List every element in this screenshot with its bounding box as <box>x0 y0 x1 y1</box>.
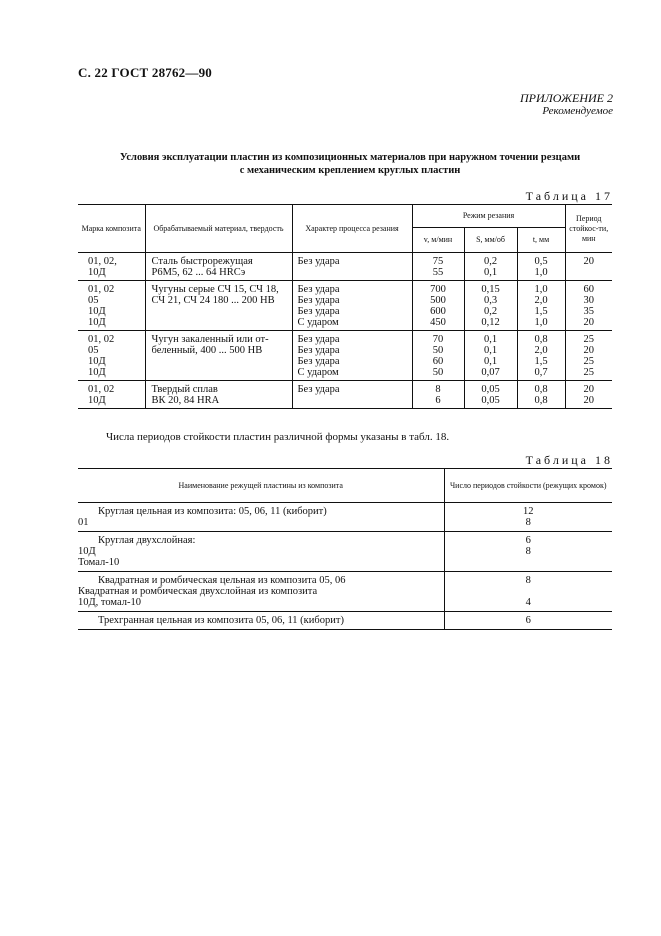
speed-cell <box>412 381 464 409</box>
grade-cell-line: 01, 02, <box>88 256 117 267</box>
process-cell-line: Без удара <box>297 334 340 345</box>
speed-cell <box>412 331 464 381</box>
feed-cell-line: 0,2 <box>483 306 498 317</box>
depth-cell-line: 1,5 <box>534 356 548 367</box>
material-cell <box>145 253 292 281</box>
table-17-label: Таблица 17 <box>525 189 613 203</box>
material-cell-line: ВК 20, 84 HRA <box>151 395 220 406</box>
grade-cell-line: 05 <box>88 295 99 306</box>
grade-cell-line: 01, 02 <box>88 284 115 295</box>
material-cell-line: Чугун закаленный или от- <box>151 334 269 345</box>
depth-cell-line: 0,5 <box>534 256 548 267</box>
speed-cell-line: 70 <box>432 334 444 345</box>
feed-cell-line: 0,1 <box>483 267 498 278</box>
speed-cell-line: 6 <box>435 395 441 406</box>
feed-cell-line: 0,2 <box>483 256 498 267</box>
feed-cell-line: 0,07 <box>481 367 500 378</box>
period-cell-line: 20 <box>583 345 594 356</box>
depth-cell-line: 0,8 <box>534 334 548 345</box>
feed-cell-line: 0,1 <box>483 356 498 367</box>
edge-count-cell <box>444 503 612 532</box>
section-title-line: с механическим креплением круглых пластин <box>239 165 461 176</box>
edge-count-cell-line: 6 <box>525 615 531 626</box>
depth-cell <box>517 331 565 381</box>
period-cell-line: 20 <box>583 317 594 328</box>
plate-name-cell-line: Квадратная и ромбическая цельная из композита 05, 06 <box>98 575 346 586</box>
depth-cell-line: 1,0 <box>534 284 548 295</box>
table-18-body <box>78 503 612 630</box>
process-cell-line: Без удара <box>297 295 340 306</box>
header-t: t, мм <box>517 228 565 253</box>
period-cell-line: 30 <box>583 295 594 306</box>
table-row <box>78 281 612 331</box>
process-cell-line: Без удара <box>297 306 340 317</box>
period-cell-line: 20 <box>583 395 594 406</box>
process-cell-line: Без удара <box>297 284 340 295</box>
material-cell <box>145 331 292 381</box>
speed-cell-line: 75 <box>432 256 444 267</box>
table-17 <box>78 204 612 409</box>
speed-cell-line: 500 <box>430 295 446 306</box>
process-cell-line: Без удара <box>297 384 340 395</box>
grade-cell-line: 10Д <box>88 395 106 406</box>
header-process: Характер процесса резания <box>292 205 412 253</box>
material-cell-line: СЧ 21, СЧ 24 180 ... 200 НВ <box>151 295 275 306</box>
edge-count-cell-line: 6 <box>525 535 531 546</box>
table-note: Числа периодов стойкости пластин различной формы указаны в табл. 18. <box>106 431 450 443</box>
grade-cell-line: 01, 02 <box>88 384 115 395</box>
speed-cell-line: 50 <box>432 367 444 378</box>
process-cell-line: Без удара <box>297 256 340 267</box>
edge-count-cell-line <box>445 586 613 597</box>
process-cell-line: Без удара <box>297 356 340 367</box>
edge-count-cell <box>444 612 612 630</box>
table-row <box>78 503 612 532</box>
plate-name-cell <box>78 532 444 572</box>
depth-cell <box>517 281 565 331</box>
section-title <box>80 151 620 177</box>
plate-name-cell-line: 10Д, томал-10 <box>78 597 141 608</box>
grade-cell-line: 10Д <box>88 317 106 328</box>
header-grade: Марка композита <box>78 205 145 253</box>
grade-cell <box>78 331 145 381</box>
material-cell-line: Сталь быстрорежущая <box>151 256 253 267</box>
depth-cell <box>517 381 565 409</box>
feed-cell-line: 0,1 <box>483 334 498 345</box>
plate-name-cell-line: 10Д <box>78 546 96 557</box>
feed-cell-line: 0,15 <box>481 284 500 295</box>
table-row <box>78 381 612 409</box>
speed-cell-line: 600 <box>430 306 446 317</box>
period-cell <box>565 253 612 281</box>
period-cell-line: 25 <box>583 334 594 345</box>
header-edge-count: Число периодов стойкости (режущих кромок) <box>444 469 612 503</box>
material-cell-line: беленный, 400 ... 500 НВ <box>151 345 263 356</box>
depth-cell-line: 2,0 <box>534 345 548 356</box>
depth-cell-line: 1,5 <box>534 306 548 317</box>
section-title-line: Условия эксплуатации пластин из композиционных материалов при наружном точении резцами <box>119 152 581 163</box>
edge-count-cell-line: 8 <box>525 517 531 528</box>
appendix-label <box>520 92 613 118</box>
speed-cell-line: 60 <box>432 356 444 367</box>
table-row <box>78 572 612 612</box>
feed-cell <box>464 331 517 381</box>
plate-name-cell-line: Круглая цельная из композита: 05, 06, 11 (киборит) <box>98 506 327 517</box>
edge-count-cell <box>444 532 612 572</box>
grade-cell <box>78 253 145 281</box>
header-material: Обрабатываемый материал, твердость <box>145 205 292 253</box>
depth-cell-line: 1,0 <box>534 317 548 328</box>
process-cell <box>292 281 412 331</box>
grade-cell-line: 05 <box>88 345 99 356</box>
appendix-title: ПРИЛОЖЕНИЕ 2 <box>520 91 613 105</box>
speed-cell <box>412 281 464 331</box>
depth-cell-line: 0,8 <box>534 384 548 395</box>
edge-count-cell-line: 8 <box>525 546 531 557</box>
grade-cell-line: 01, 02 <box>88 334 115 345</box>
grade-cell-line: 10Д <box>88 356 106 367</box>
period-cell-line: 25 <box>583 356 594 367</box>
period-cell <box>565 331 612 381</box>
process-cell-line: Без удара <box>297 345 340 356</box>
material-cell-line: Р6М5, 62 ... 64 HRCэ <box>151 267 246 278</box>
appendix-status: Рекомендуемое <box>542 105 613 117</box>
edge-count-cell <box>444 572 612 612</box>
period-cell <box>565 281 612 331</box>
speed-cell-line: 450 <box>430 317 446 328</box>
header-plate-name: Наименование режущей пластины из композита <box>78 469 444 503</box>
period-cell-line: 35 <box>583 306 594 317</box>
process-cell <box>292 331 412 381</box>
edge-count-cell-line: 12 <box>523 506 534 517</box>
material-cell <box>145 281 292 331</box>
speed-cell-line: 55 <box>432 267 444 278</box>
material-cell <box>145 381 292 409</box>
feed-cell <box>464 381 517 409</box>
header-v: v, м/мин <box>412 228 464 253</box>
page-header: С. 22 ГОСТ 28762—90 <box>78 65 212 80</box>
table-18-label: Таблица 18 <box>525 453 613 467</box>
feed-cell-line: 0,12 <box>481 317 500 328</box>
period-cell-line: 20 <box>583 256 594 267</box>
plate-name-cell-line: Квадратная и ромбическая двухслойная из композита <box>78 586 318 597</box>
edge-count-cell-line <box>445 557 613 568</box>
speed-cell <box>412 253 464 281</box>
plate-name-cell-line: Круглая двухслойная: <box>98 535 196 546</box>
speed-cell-line: 8 <box>435 384 441 395</box>
plate-name-cell <box>78 572 444 612</box>
plate-name-cell-line: Трехгранная цельная из композита 05, 06, 11 (киборит) <box>98 615 344 626</box>
speed-cell-line: 50 <box>432 345 444 356</box>
grade-cell <box>78 381 145 409</box>
speed-cell-line: 700 <box>430 284 446 295</box>
header-period: Период стойкос-ти, мин <box>565 205 612 253</box>
header-s: S, мм/об <box>464 228 517 253</box>
table-18 <box>78 468 612 630</box>
depth-cell-line: 0,7 <box>534 367 548 378</box>
grade-cell-line: 10Д <box>88 367 106 378</box>
feed-cell-line: 0,1 <box>483 345 498 356</box>
feed-cell-line: 0,3 <box>483 295 498 306</box>
table-row <box>78 612 612 630</box>
plate-name-cell-line: 01 <box>78 517 89 528</box>
table-row <box>78 532 612 572</box>
grade-cell-line: 10Д <box>88 267 106 278</box>
plate-name-cell <box>78 612 444 630</box>
material-cell-line: Твердый сплав <box>151 384 218 395</box>
plate-name-cell <box>78 503 444 532</box>
feed-cell <box>464 281 517 331</box>
depth-cell-line: 1,0 <box>534 267 548 278</box>
feed-cell <box>464 253 517 281</box>
grade-cell <box>78 281 145 331</box>
process-cell-line: С ударом <box>297 317 339 328</box>
process-cell <box>292 381 412 409</box>
process-cell-line: С ударом <box>297 367 339 378</box>
feed-cell-line: 0,05 <box>481 395 500 406</box>
table-row <box>78 253 612 281</box>
grade-cell-line: 10Д <box>88 306 106 317</box>
plate-name-cell-line: Томал-10 <box>78 557 120 568</box>
depth-cell-line: 0,8 <box>534 395 548 406</box>
process-cell <box>292 253 412 281</box>
material-cell-line: Чугуны серые СЧ 15, СЧ 18, <box>151 284 279 295</box>
feed-cell-line: 0,05 <box>481 384 500 395</box>
period-cell <box>565 381 612 409</box>
header-mode: Режим резания <box>412 205 565 228</box>
table-17-body <box>78 253 612 409</box>
table-row <box>78 331 612 381</box>
depth-cell <box>517 253 565 281</box>
period-cell-line: 25 <box>583 367 594 378</box>
depth-cell-line: 2,0 <box>534 295 548 306</box>
edge-count-cell-line: 4 <box>525 597 531 608</box>
period-cell-line: 60 <box>583 284 594 295</box>
edge-count-cell-line: 8 <box>525 575 531 586</box>
period-cell-line: 20 <box>583 384 594 395</box>
